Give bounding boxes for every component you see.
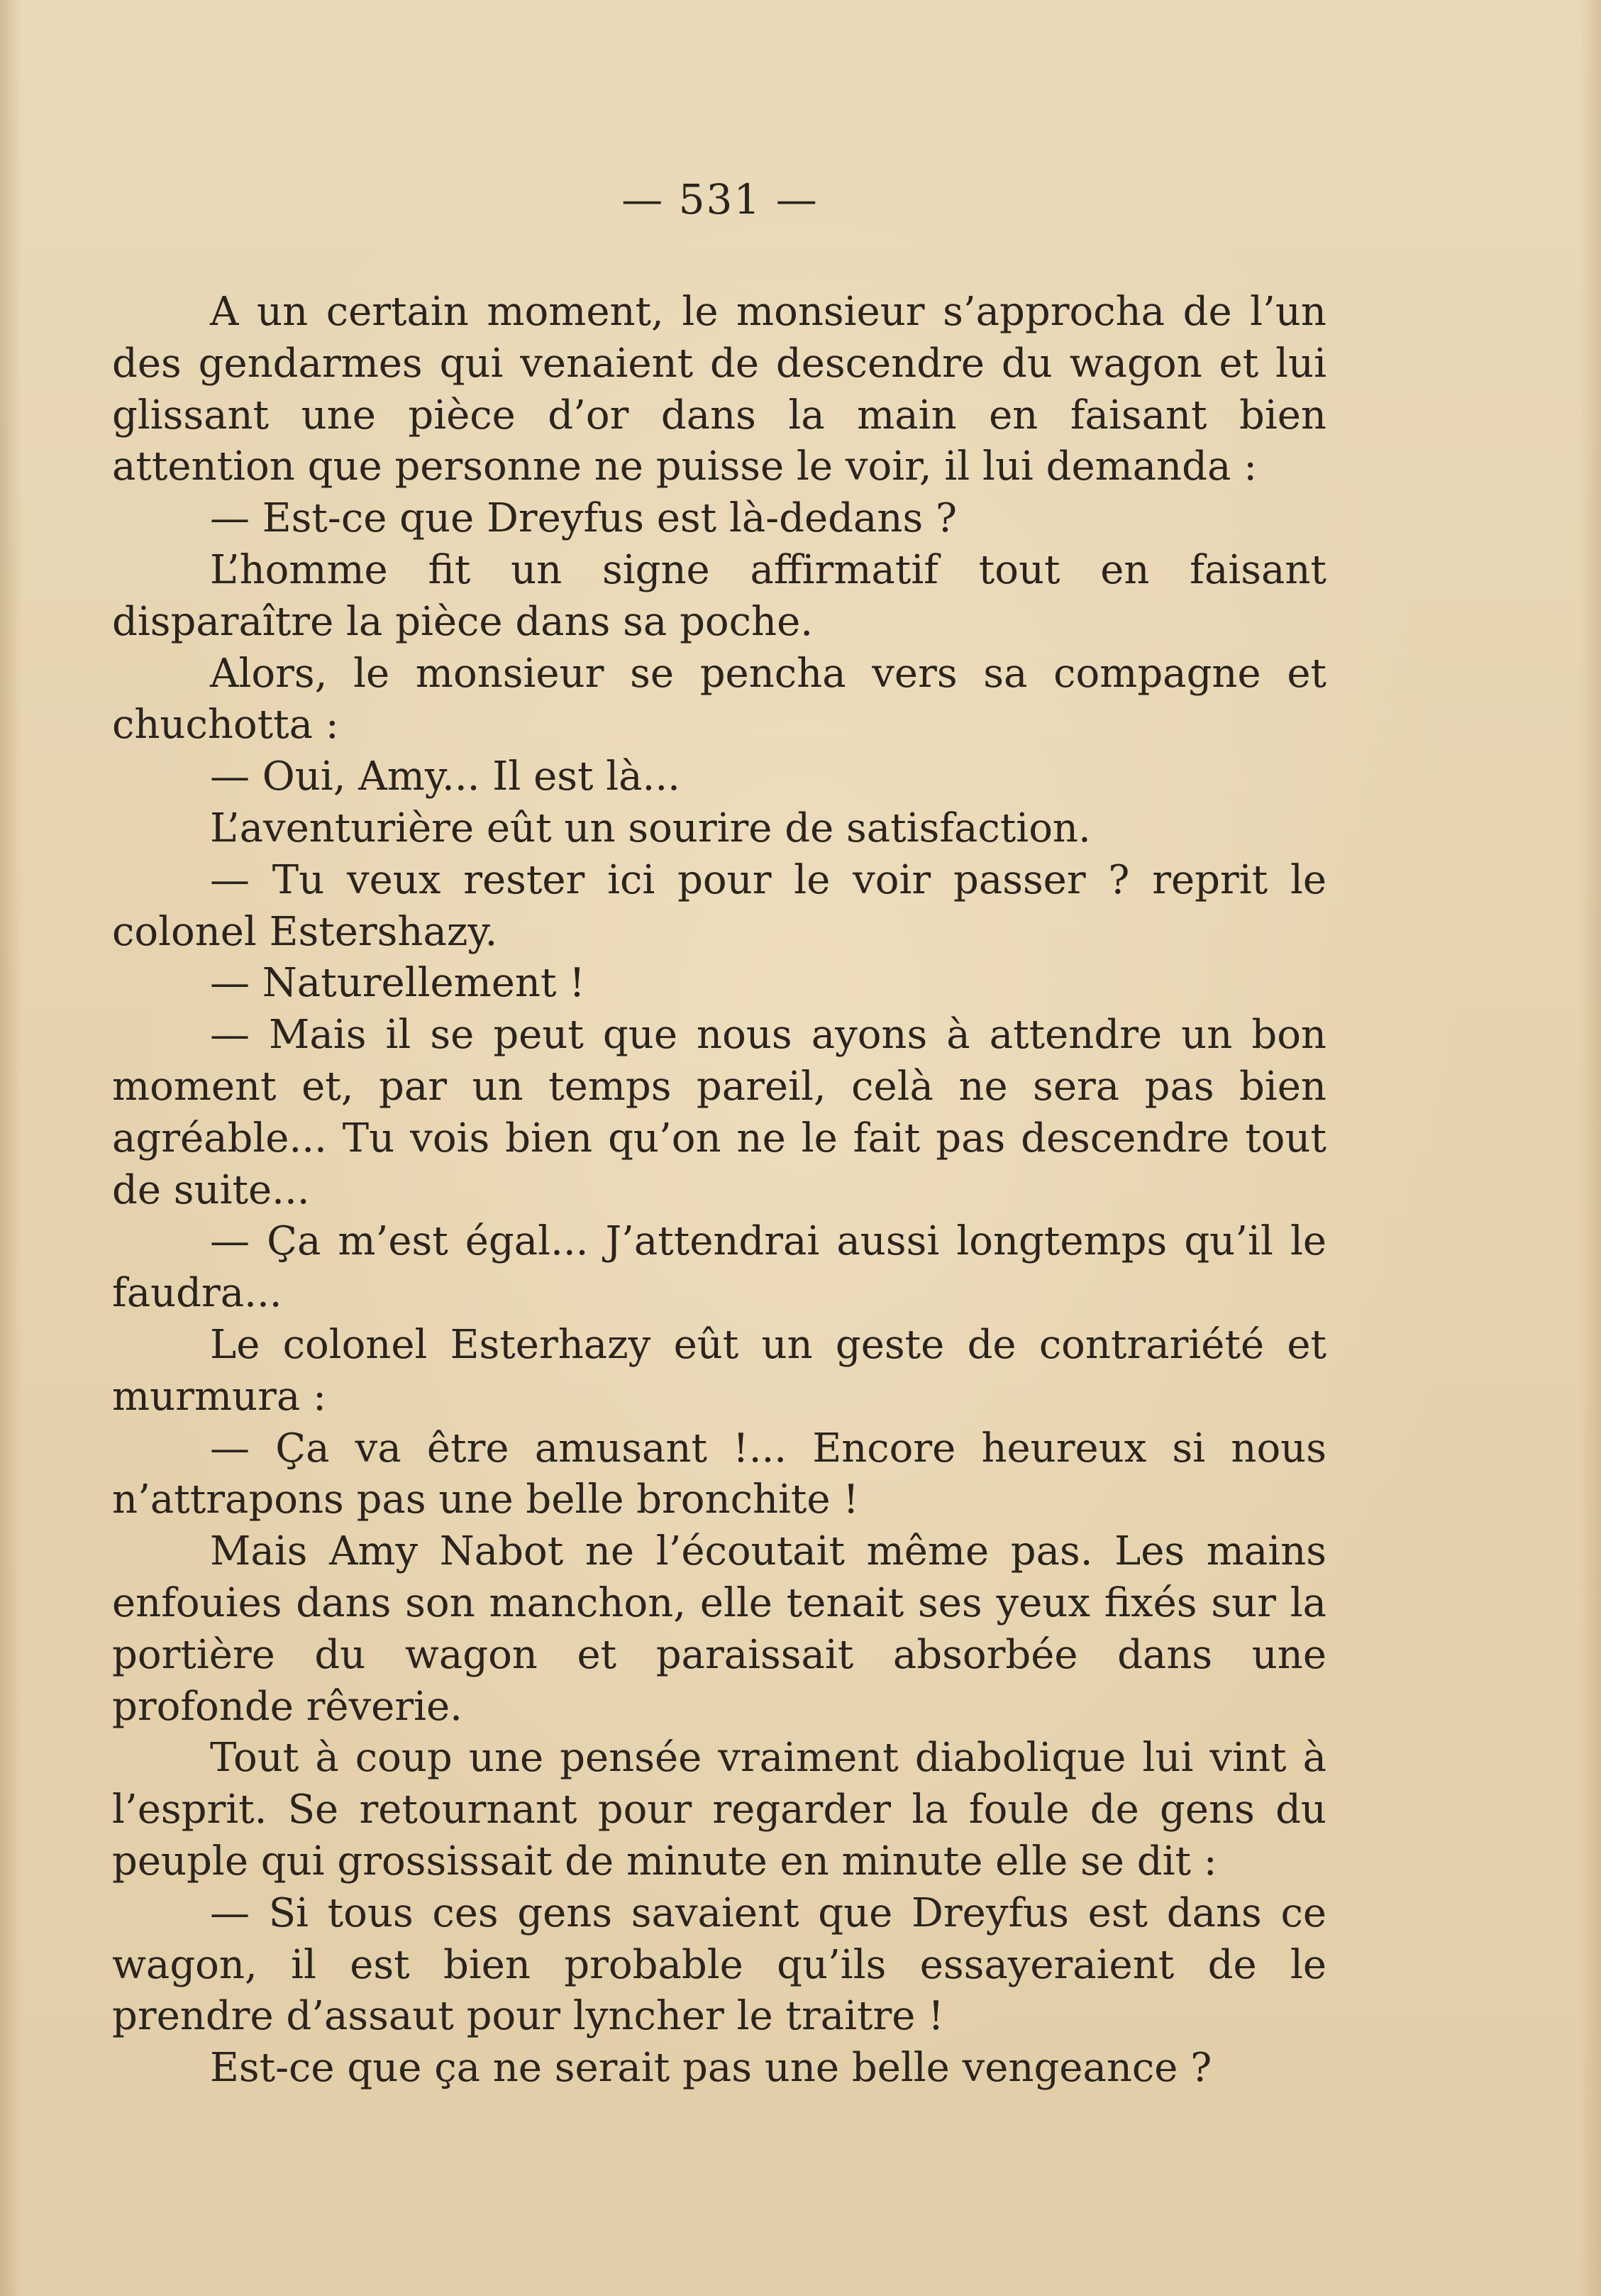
paragraph: — Ça va être amusant !... Encore heureux si nous n’attrapons pas une belle bronchite ! bbox=[112, 1425, 1326, 1523]
paragraph: — Si tous ces gens savaient que Dreyfus est dans ce wagon, il est bien probable qu’ils essayeraient de le prendre d’assaut pour lyncher le traitre ! bbox=[112, 1889, 1326, 2040]
paragraph: — Ça m’est égal... J’attendrai aussi longtemps qu’il le faudra... bbox=[112, 1218, 1326, 1317]
paragraph: Le colonel Esterhazy eût un geste de contrariété et murmura : bbox=[112, 1321, 1326, 1420]
paragraph: L’aventurière eût un sourire de satisfaction. bbox=[210, 805, 1091, 851]
paragraph: — Mais il se peut que nous ayons à attendre un bon moment et, par un temps pareil, celà ne sera pas bien agréable... Tu vois bien qu’on ne le fait pas descendre tout de suite... bbox=[112, 1012, 1326, 1213]
page-edge-shadow-left bbox=[0, 0, 21, 2296]
page-number: — 531 — bbox=[621, 175, 819, 223]
paragraph: L’homme fit un signe affirmatif tout en faisant disparaître la pièce dans sa poche. bbox=[112, 546, 1326, 645]
page-edge-shadow-right bbox=[1580, 0, 1601, 2296]
paragraph: Est-ce que ça ne serait pas une belle vengeance ? bbox=[210, 2045, 1212, 2092]
body-text bbox=[112, 287, 1326, 2094]
paragraph: — Oui, Amy... Il est là... bbox=[210, 754, 680, 800]
paragraph: — Tu veux rester ici pour le voir passer ? reprit le colonel Estershazy. bbox=[112, 856, 1326, 955]
paragraph: — Naturellement ! bbox=[210, 960, 585, 1007]
paragraph: Mais Amy Nabot ne l’écoutait même pas. Les mains enfouies dans son manchon, elle tenait ses yeux fixés sur la portière du wagon et paraissait absorbée dans une profonde rêverie. bbox=[112, 1528, 1326, 1730]
paragraph: Tout à coup une pensée vraiment diabolique lui vint à l’esprit. Se retournant pour regarder la foule de gens du peuple qui grossissait de minute en minute elle se dit : bbox=[112, 1735, 1326, 1884]
paragraph: A un certain moment, le monsieur s’approcha de l’un des gendarmes qui venaient de descendre du wagon et lui glissant une pièce d’or dans la main en faisant bien attention que personne ne puisse le voir, il lui demanda : bbox=[112, 289, 1326, 490]
paragraph: Alors, le monsieur se pencha vers sa compagne et chuchotta : bbox=[112, 650, 1326, 749]
paragraph: — Est-ce que Dreyfus est là-dedans ? bbox=[210, 495, 958, 542]
